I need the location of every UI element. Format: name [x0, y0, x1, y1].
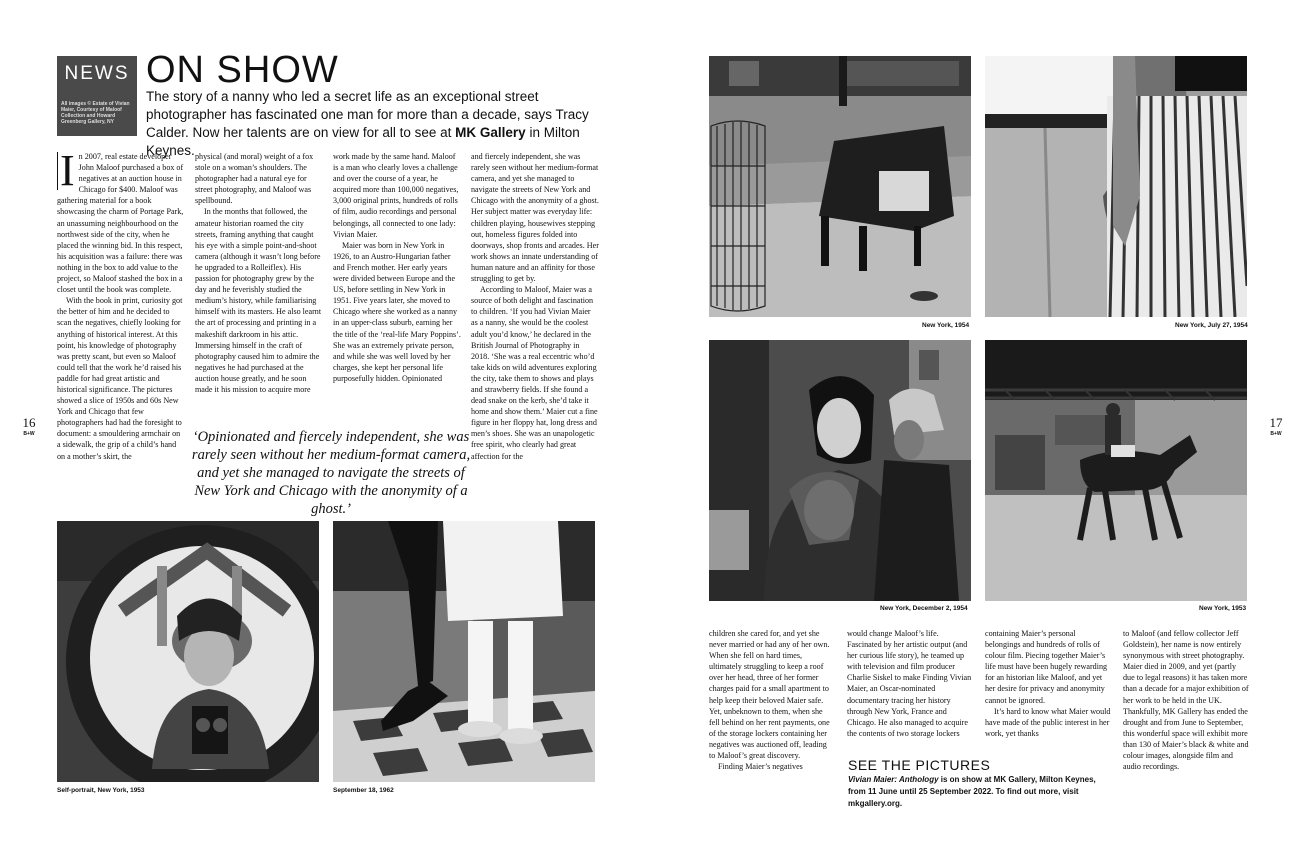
- pull-quote: ‘Opinionated and fiercely independent, she was rarely seen without her medium-format camera, and yet she managed to navigate the streets of New York and Chicago with the anonymity of a ghost.’: [191, 429, 471, 517]
- paragraph: n 2007, real estate developer John Maloof purchased a box of negatives at an auction house in Chicago for $400. Maloof was gathering material for a book showcasing the charm of Portage Park, an unassuming neighbourhood on the northwest side of the city, when he placed the winning bid. In this respect, his acquisition was a failure: there was nothing in the box to add value to the project, so Maloof stashed the box in a closet until the book was complete.: [57, 152, 184, 295]
- caption-photo-6: New York, 1953: [1199, 605, 1247, 612]
- standfirst-text-end: in Milton Keynes.: [146, 125, 580, 158]
- page-number-left: 16: [22, 415, 36, 430]
- body-column-6: [847, 628, 973, 739]
- photo-fox-stole: [709, 340, 971, 601]
- image-credit: All images © Estate of Vivian Maier, Courtesy of Maloof Collection and Howard Greenberg Gallery, NY: [61, 101, 130, 125]
- news-section-badge: [57, 56, 137, 136]
- standfirst-gallery: MK Gallery: [455, 125, 526, 140]
- caption-photo-2: September 18, 1962: [333, 787, 394, 794]
- paragraph: Maier was born in New York in 1926, to an Austro-Hungarian father and French mother. Her early years were divided between Europe and the US, before settling in New York in 1951. Five years later, she moved to Chicago where she worked as a nanny in an upper-class suburb, earning her the title of the ‘real-life Mary Poppins’. She was an extremely private person, and while she was well loved by her charges, she kept her personal life purposefully hidden. Opinionated: [333, 240, 461, 383]
- page-label-right: B+W: [1270, 431, 1282, 437]
- drop-cap: I: [57, 152, 79, 190]
- paragraph: children she cared for, and yet she never married or had any of her own. When she fell on hard times, ultimately struggling to keep a roof over her head, three of her former charges paid for a small apartment to help keep their beloved Maier safe. Yet, unbeknown to them, when she fell behind on her rent payments, one of the storage lockers containing her negatives was auctioned off, leading to Maloof’s great discovery.: [709, 629, 830, 761]
- page-number-right: 17: [1269, 415, 1283, 430]
- exhibition-details: is on show at MK Gallery, Milton Keynes, from 11 June until 25 September 2022. To find out more, visit mkgallery.org.: [848, 775, 1096, 808]
- paragraph: physical (and moral) weight of a fox stole on a woman’s shoulders. The photographer had a natural eye for street photography, and Maloof was spellbound.: [195, 152, 314, 206]
- paragraph: to Maloof (and fellow collector Jeff Goldstein), her name is now entirely synonymous with street photography. Maier died in 2009, and yet (partly due to legal reasons) it has taken more than a decade for a major exhibition of her work to be held in the UK. Thankfully, MK Gallery has ended the drought and from June to September, this wonderful space will exhibit more than 130 of Maier’s black & white and colour images, alongside film and audio recordings.: [1123, 629, 1249, 772]
- paragraph: In the months that followed, the amateur historian roamed the city streets, framing anything that caught his eye with a simple point-and-shoot camera (although it wasn’t long before he upgraded to a Rolleiflex). His passion for photography grew by the day and he feverishly studied the medium’s history, while familiarising himself with its masters. He also learnt the art of processing and printing in a makeshift darkroom in his attic. Immersing himself in the craft of photography caused him to admire the negatives he had purchased at the auction house greatly, and he soon made it his mission to acquire more: [195, 207, 322, 394]
- news-label: NEWS: [64, 63, 130, 84]
- body-column-4: [471, 151, 599, 462]
- paragraph: would change Maloof’s life. Fascinated by her artistic output (and her curious life story), he teamed up with television and film producer Charlie Siskel to make Finding Vivian Maier, an Oscar-nominated documentary tracing her history through New York, France and Chicago. He also managed to acquire the contents of two storage lockers: [847, 629, 972, 738]
- body-column-1: [57, 146, 185, 462]
- caption-photo-4: New York, July 27, 1954: [1175, 322, 1248, 329]
- body-column-3: [333, 151, 461, 384]
- caption-photo-1: Self-portrait, New York, 1953: [57, 787, 145, 794]
- paragraph: and fiercely independent, she was rarely seen without her medium-format camera, and yet she managed to navigate the streets of New York and Chicago with the anonymity of a ghost. Her subject matter was everyday life: children playing, housewives stepping out, homeless figures folded into doorways, shop fronts and arcades. Her work shows an innate understanding of human nature and an affinity for those struggling to get by.: [471, 152, 599, 284]
- photo-couple-hands: [985, 56, 1247, 317]
- paragraph: It’s hard to know what Maier would have made of the public interest in her work, yet thanks: [985, 706, 1111, 738]
- photo-self-portrait: [57, 521, 319, 782]
- body-column-5: [709, 628, 835, 772]
- body-column-8: [1123, 628, 1249, 772]
- paragraph: containing Maier’s personal belongings and hundreds of rolls of colour film. Piecing together Maier’s life must have been hugely rewarding for an historian like Maloof, and yet her desire for privacy and anonymity cannot be ignored.: [985, 629, 1108, 705]
- paragraph: Finding Maier’s negatives: [718, 762, 803, 772]
- exhibition-title: Vivian Maier: Anthology: [848, 775, 939, 784]
- photo-armchair: [709, 56, 971, 317]
- photo-horse-rider: [985, 340, 1247, 601]
- paragraph: work made by the same hand. Maloof is a man who clearly loves a challenge and over the course of a year, he acquired more than 100,000 negatives, 3,000 original prints, hundreds of rolls of film, audio recordings and personal belongings, all connected to one lady: Vivian Maier.: [333, 152, 459, 239]
- body-column-2: [195, 151, 323, 395]
- page-label-left: B+W: [23, 431, 35, 437]
- caption-photo-3: New York, 1954: [922, 322, 970, 329]
- caption-photo-5: New York, December 2, 1954: [880, 605, 968, 612]
- standfirst: [146, 88, 606, 160]
- paragraph: According to Maloof, Maier was a source of both delight and fascination to children. ‘If you had Vivian Maier as a nanny, she would be the coolest adult you’d know,’ he declared in the British Journal of Photography in 2018. ‘She was a real eccentric who’d take kids on wild adventures exploring the city, take them to shows and plays and strawberry fields. If she found a dead snake on the kerb, she’d take it home and show them.’ Maier cut a fine figure in her floppy hat, long dress and men’s shoes. She was an unapologetic free spirit, who clearly had great affection for the: [471, 285, 598, 461]
- paragraph: With the book in print, curiosity got the better of him and he decided to scan the negatives, chiefly looking for anything of historical interest. At this point, his knowledge of photography was pretty scant, but even so Maloof could tell that the work he’d raised his paddle for had great artistic and historical significance. The pictures showed a slice of 1950s and 60s New York and Chicago that few photographers had had the foresight to document: a smouldering armchair on a sidewalk, the grip of a child’s hand on a mother’s skirt, the: [57, 296, 183, 461]
- see-the-pictures-heading: SEE THE PICTURES: [848, 757, 991, 773]
- standfirst-text: The story of a nanny who led a secret life as an exceptional street photographer has fascinated one man for more than a decade, says Tracy Calder. Now her talents are on view for all to see at: [146, 89, 589, 140]
- article-title: ON SHOW: [146, 49, 339, 91]
- body-column-7: [985, 628, 1111, 739]
- see-the-pictures-info: [848, 774, 1112, 810]
- photo-mother-and-child: [333, 521, 595, 782]
